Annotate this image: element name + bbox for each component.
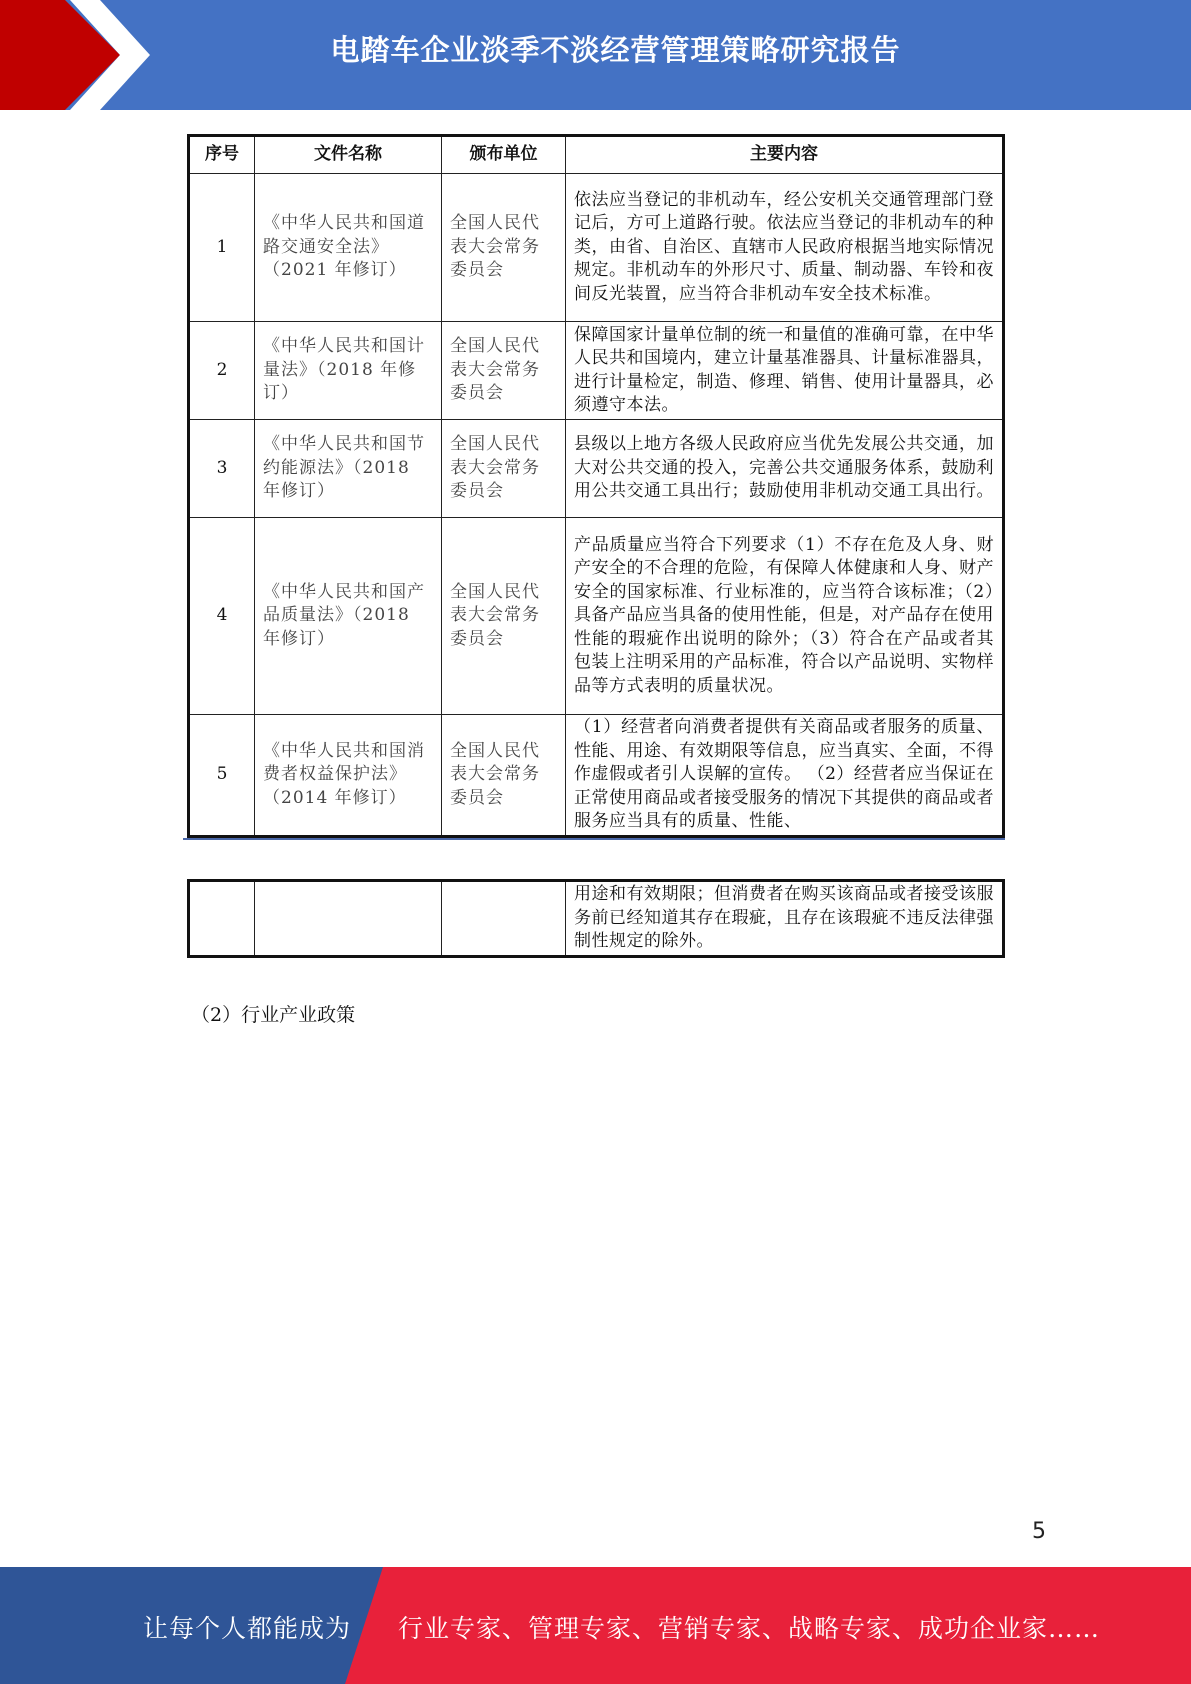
footer-slogan-right: 行业专家、管理专家、营销专家、战略专家、成功企业家…… xyxy=(398,1614,1101,1643)
table-row xyxy=(189,420,1004,518)
row-content: 县级以上地方各级人民政府应当优先发展公共交通，加大对公共交通的投入，完善公共交通服务体系，鼓励利用公共交通工具出行；鼓励使用非机动交通工具出行。 xyxy=(566,420,1004,518)
page-footer xyxy=(0,1567,1191,1684)
row-content: （1）经营者向消费者提供有关商品或者服务的质量、性能、用途、有效期限等信息，应当真实、全面，不得作虚假或者引人误解的宣传。 （2）经营者应当保证在正常使用商品或者接受服务的情况下其提供的商品或者服务应当具有的质量、性能、 xyxy=(566,715,1004,837)
row-content: 用途和有效期限；但消费者在购买该商品或者接受该服务前已经知道其存在瑕疵，且存在该瑕疵不违反法律强制性规定的除外。 xyxy=(566,881,1004,957)
regulations-table-continued xyxy=(187,879,1005,958)
row-content: 产品质量应当符合下列要求（1）不存在危及人身、财产安全的不合理的危险，有保障人体健康和人身、财产安全的国家标准、行业标准的，应当符合该标准；（2）具备产品应当具备的使用性能，但是，对产品存在使用性能的瑕疵作出说明的除外；（3）符合在产品或者其包装上注明采用的产品标准，符合以产品说明、实物样品等方式表明的质量状况。 xyxy=(566,518,1004,715)
report-title: 电踏车企业淡季不淡经营管理策略研究报告 xyxy=(330,33,901,67)
row-unit: 全国人民代表大会常务委员会 xyxy=(442,420,566,518)
row-unit xyxy=(442,881,566,957)
row-no xyxy=(189,881,255,957)
row-name: 《中华人民共和国计量法》（2018 年修订） xyxy=(255,322,442,420)
row-unit: 全国人民代表大会常务委员会 xyxy=(442,518,566,715)
header-no: 序号 xyxy=(189,136,255,174)
section-heading: （2）行业产业政策 xyxy=(191,1004,356,1026)
row-unit: 全国人民代表大会常务委员会 xyxy=(442,322,566,420)
row-name: 《中华人民共和国产品质量法》（2018 年修订） xyxy=(255,518,442,715)
table-row xyxy=(189,174,1004,322)
table-row xyxy=(189,715,1004,837)
regulations-table xyxy=(187,134,1005,838)
row-unit: 全国人民代表大会常务委员会 xyxy=(442,715,566,837)
page-break-line xyxy=(183,838,1005,840)
header-content: 主要内容 xyxy=(566,136,1004,174)
table-header-row xyxy=(189,136,1004,174)
page-header xyxy=(0,0,1191,110)
row-no: 1 xyxy=(189,174,255,322)
row-name: 《中华人民共和国节约能源法》（2018 年修订） xyxy=(255,420,442,518)
page-number: 5 xyxy=(1032,1519,1046,1544)
row-no: 2 xyxy=(189,322,255,420)
row-name: 《中华人民共和国消费者权益保护法》（2014 年修订） xyxy=(255,715,442,837)
row-no: 4 xyxy=(189,518,255,715)
header-name: 文件名称 xyxy=(255,136,442,174)
row-content: 保障国家计量单位制的统一和量值的准确可靠，在中华人民共和国境内，建立计量基准器具、计量标准器具，进行计量检定，制造、修理、销售、使用计量器具，必须遵守本法。 xyxy=(566,322,1004,420)
row-content: 依法应当登记的非机动车，经公安机关交通管理部门登记后，方可上道路行驶。依法应当登记的非机动车的种类，由省、自治区、直辖市人民政府根据当地实际情况规定。非机动车的外形尺寸、质量、制动器、车铃和夜间反光装置，应当符合非机动车安全技术标准。 xyxy=(566,174,1004,322)
row-unit: 全国人民代表大会常务委员会 xyxy=(442,174,566,322)
footer-slogan-left: 让每个人都能成为 xyxy=(143,1614,352,1643)
row-no: 5 xyxy=(189,715,255,837)
row-name: 《中华人民共和国道路交通安全法》（2021 年修订） xyxy=(255,174,442,322)
header-unit: 颁布单位 xyxy=(442,136,566,174)
table-row xyxy=(189,881,1004,957)
row-no: 3 xyxy=(189,420,255,518)
table-row xyxy=(189,518,1004,715)
table-row xyxy=(189,322,1004,420)
row-name xyxy=(255,881,442,957)
